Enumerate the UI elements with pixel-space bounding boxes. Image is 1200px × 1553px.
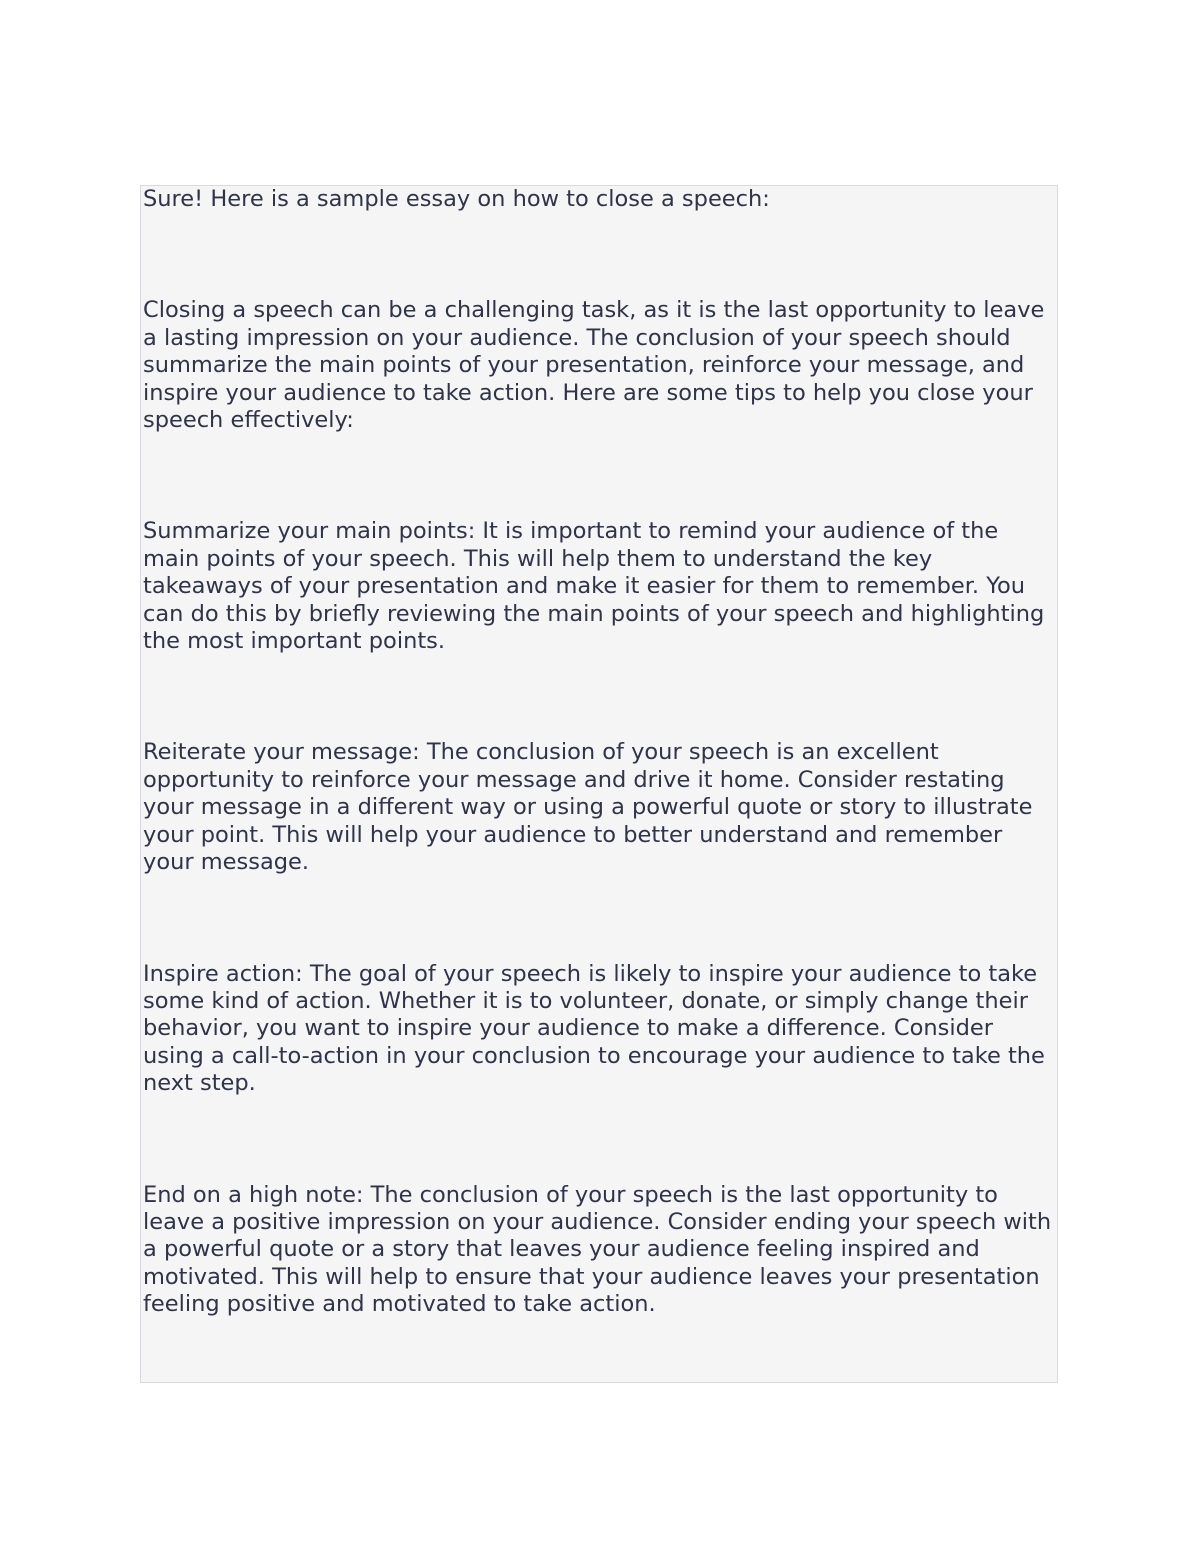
paragraph-opening: Closing a speech can be a challenging task, as it is the last opportunity to leave a lasting impression on your audience. The conclusion of your speech should summarize the main points of your presentation, reinforce your message, and inspire your audience to take action. Here are some tips to help you close your speech effectively: [143, 297, 1045, 434]
essay-text-box [140, 185, 1058, 1383]
paragraph-summarize-points: Summarize your main points: It is important to remind your audience of the main points of your speech. This will help them to understand the key takeaways of your presentation and make it easier for them to remember. You can do this by briefly reviewing the main points of your speech and highlighting the most important points. [143, 518, 1045, 655]
intro-line: Sure! Here is a sample essay on how to close a speech: [143, 186, 770, 212]
paragraph-inspire-action: Inspire action: The goal of your speech is likely to inspire your audience to take some kind of action. Whether it is to volunteer, donate, or simply change their behavior, you want to inspire your audience to make a difference. Consider using a call-to-action in your conclusion to encourage your audience to take the next step. [143, 960, 1045, 1097]
paragraph-end-high-note: End on a high note: The conclusion of your speech is the last opportunity to leave a positive impression on your audience. Consider ending your speech with a powerful quote or a story that leaves your audience feeling inspired and motivated. This will help to ensure that your audience leaves your presentation feeling positive and motivated to take action. [143, 1181, 1052, 1318]
paragraph-reiterate-message: Reiterate your message: The conclusion of your speech is an excellent opportunity to reinforce your message and drive it home. Consider restating your message in a different way or using a powerful quote or story to illustrate your point. This will help your audience to better understand and remember your message. [143, 739, 1033, 876]
